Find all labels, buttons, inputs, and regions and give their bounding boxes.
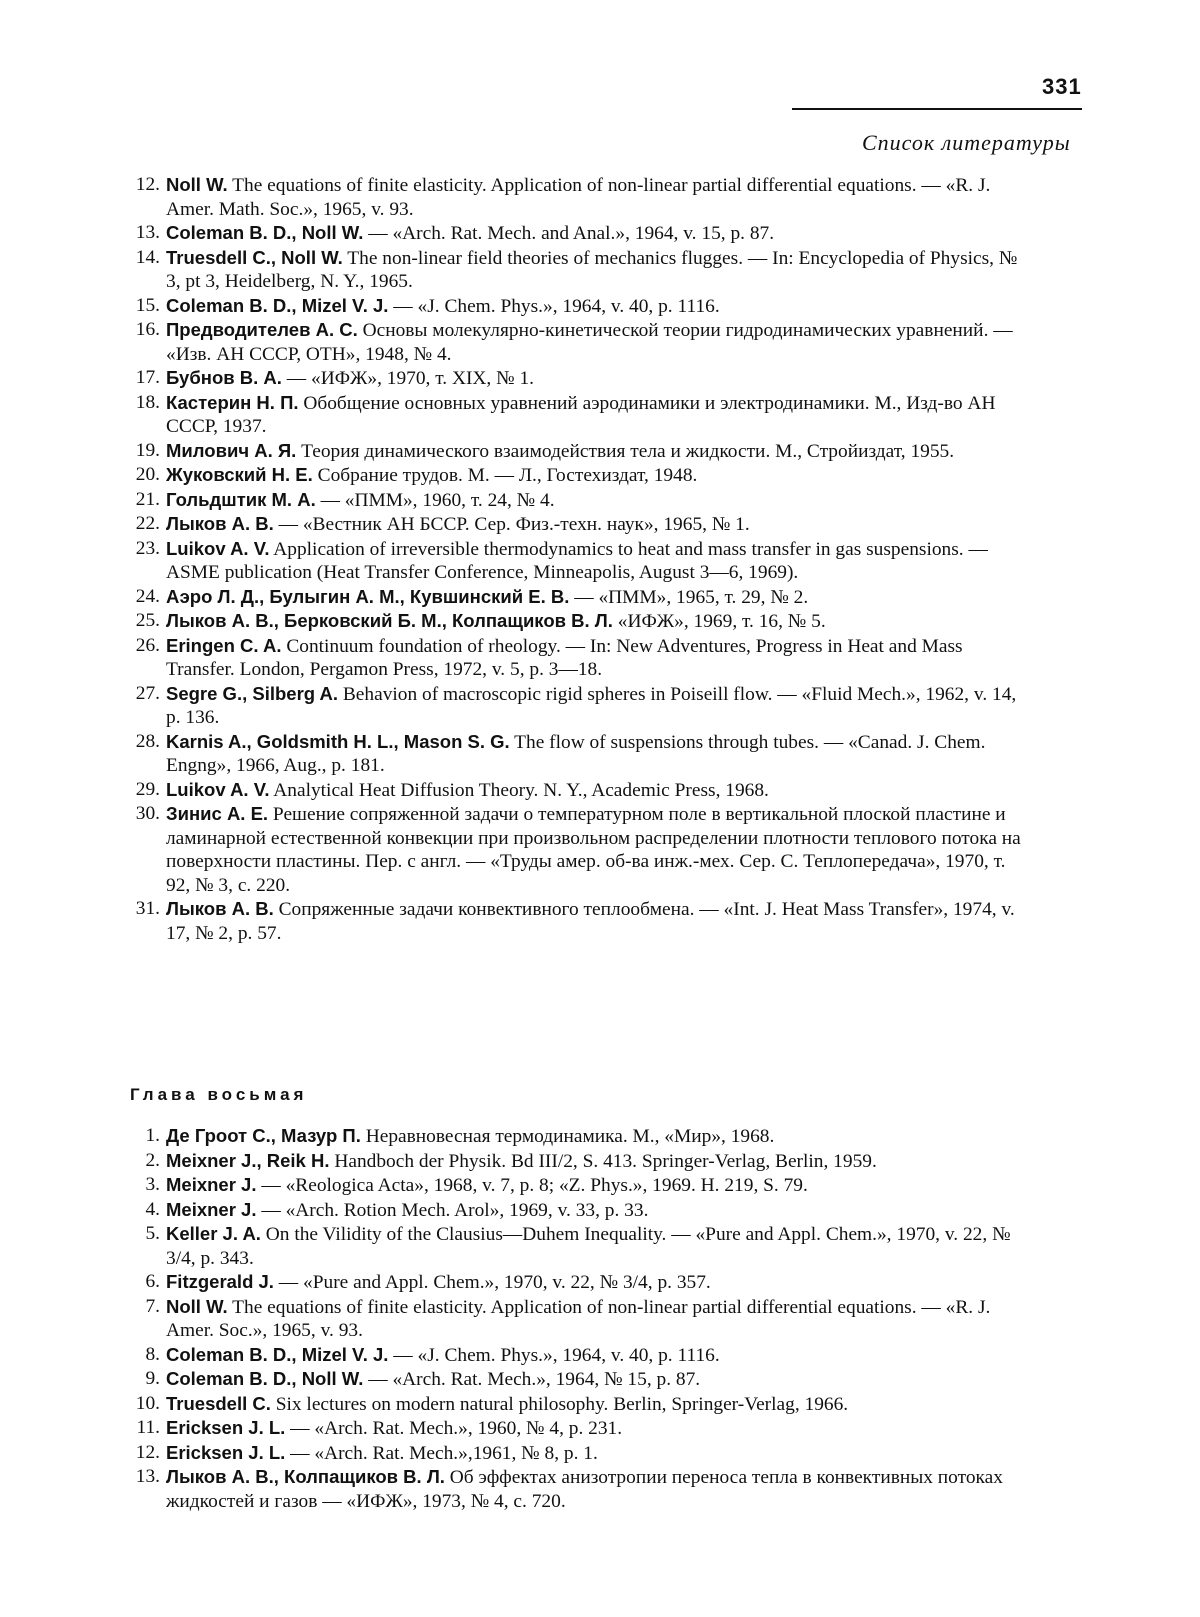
- reference-entry: [124, 463, 1027, 488]
- reference-entry: [124, 488, 1027, 513]
- reference-entry: [124, 634, 1027, 682]
- reference-number: 3.: [145, 1174, 160, 1195]
- reference-authors: Karnis A., Goldsmith H. L., Mason S. G.: [166, 730, 510, 752]
- reference-entry: [124, 1465, 1027, 1513]
- reference-text: On the Vilidity of the Clausius—Duhem Inequality. — «Pure and Appl. Chem.», 1970, v. 22, № 3/4, p. 343.: [166, 1224, 1011, 1269]
- reference-text: The equations of finite elasticity. Application of non-linear partial differential equations. — «R. J. Amer. Soc.», 1965, v. 93.: [166, 1296, 991, 1341]
- reference-authors: Coleman B. D., Mizel V. J.: [166, 1343, 389, 1365]
- reference-number: 7.: [145, 1295, 160, 1317]
- reference-text: — «ИФЖ», 1970, т. XIX, № 1.: [281, 368, 535, 389]
- reference-text: Теория динамического взаимодействия тела и жидкости. М., Стройиздат, 1955.: [296, 440, 955, 462]
- reference-entry: [124, 366, 1027, 391]
- reference-authors: Meixner J.: [166, 1174, 257, 1195]
- reference-authors: Luikov A. V.: [166, 778, 270, 800]
- reference-number: 25.: [135, 610, 160, 631]
- reference-text: Сопряженные задачи конвективного теплообмена. — «Int. J. Heat Mass Transfer», 1974, v. 17, № 2, p. 57.: [166, 899, 1015, 944]
- reference-entry: [124, 246, 1027, 294]
- reference-number: 1.: [145, 1125, 160, 1146]
- reference-text: — «Reologica Acta», 1968, v. 7, p. 8; «Z. Phys.», 1969. H. 219, S. 79.: [256, 1175, 808, 1196]
- reference-number: 6.: [145, 1271, 160, 1292]
- reference-authors: Лыков А. В.: [166, 513, 274, 534]
- reference-text: — «Arch. Rat. Mech.»,1961, № 8, p. 1.: [285, 1442, 598, 1464]
- reference-authors: Eringen C. A.: [166, 634, 282, 656]
- reference-text: — «Pure and Appl. Chem.», 1970, v. 22, № 3/4, p. 357.: [273, 1272, 711, 1293]
- reference-entry: [124, 1367, 1027, 1392]
- reference-entry: [124, 1149, 1027, 1174]
- reference-entry: [124, 1441, 1027, 1466]
- reference-number: 19.: [135, 439, 160, 461]
- reference-authors: Coleman B. D., Noll W.: [166, 222, 364, 243]
- reference-entry: [124, 1343, 1027, 1368]
- reference-number: 12.: [135, 174, 160, 195]
- reference-number: 31.: [135, 898, 160, 919]
- reference-number: 23.: [135, 537, 160, 559]
- reference-entry: [124, 439, 1027, 464]
- reference-number: 12.: [135, 1441, 160, 1463]
- reference-text: Six lectures on modern natural philosophy. Berlin, Springer-Verlag, 1966.: [270, 1393, 849, 1415]
- reference-number: 16.: [135, 319, 160, 340]
- reference-text: — «J. Chem. Phys.», 1964, v. 40, p. 1116.: [388, 295, 720, 317]
- reference-text: Continuum foundation of rheology. — In: New Adventures, Progress in Heat and Mass Transfer. London, Pergamon Press, 1972, v. 5, p. 3—18.: [166, 635, 963, 680]
- reference-number: 10.: [135, 1392, 160, 1414]
- reference-text: The equations of finite elasticity. Application of non-linear partial differential equations. — «R. J. Amer. Math. Soc.», 1965, v. 93.: [166, 175, 991, 220]
- reference-text: Неравновесная термодинамика. М., «Мир», 1968.: [360, 1126, 775, 1147]
- reference-number: 13.: [135, 1466, 160, 1487]
- reference-number: 26.: [135, 634, 160, 656]
- reference-entry: [124, 1392, 1027, 1417]
- reference-text: Handboch der Physik. Bd III/2, S. 413. Springer-Verlag, Berlin, 1959.: [329, 1150, 877, 1172]
- reference-authors: Luikov A. V.: [166, 537, 270, 559]
- reference-entry: [124, 1124, 1027, 1149]
- reference-text: — «Arch. Rotion Mech. Arol», 1969, v. 33, p. 33.: [256, 1199, 649, 1221]
- reference-entry: [124, 1222, 1027, 1270]
- reference-authors: Милович А. Я.: [166, 439, 297, 461]
- reference-authors: Гольдштик М. А.: [166, 488, 316, 510]
- chapter-seven-reference-list: [124, 173, 1027, 945]
- reference-entry: [124, 682, 1027, 730]
- reference-number: 2.: [145, 1149, 160, 1171]
- reference-entry: [124, 1270, 1027, 1295]
- reference-text: — «Arch. Rat. Mech. and Anal.», 1964, v. 15, p. 87.: [363, 223, 775, 244]
- reference-entry: [124, 1295, 1027, 1343]
- reference-text: Behavion of macroscopic rigid spheres in Poiseill flow. — «Fluid Mech.», 1962, v. 14, p. 136.: [166, 683, 1017, 728]
- reference-authors: Noll W.: [166, 1295, 228, 1317]
- reference-entry: [124, 173, 1027, 221]
- reference-text: — «J. Chem. Phys.», 1964, v. 40, p. 1116.: [388, 1344, 720, 1366]
- reference-number: 13.: [135, 222, 160, 243]
- reference-entry: [124, 1416, 1027, 1441]
- reference-number: 4.: [145, 1198, 160, 1220]
- reference-entry: [124, 778, 1027, 803]
- reference-text: The flow of suspensions through tubes. — «Canad. J. Chem. Engng», 1966, Aug., p. 181.: [166, 731, 986, 776]
- reference-authors: Meixner J.: [166, 1198, 257, 1220]
- reference-authors: Coleman B. D., Mizel V. J.: [166, 294, 389, 316]
- reference-authors: Truesdell C., Noll W.: [166, 246, 343, 268]
- reference-text: Analytical Heat Diffusion Theory. N. Y., Academic Press, 1968.: [269, 779, 769, 801]
- reference-authors: Segre G., Silberg A.: [166, 682, 339, 704]
- reference-text: — «Вестник АН БССР. Сер. Физ.-техн. наук», 1965, № 1.: [273, 514, 750, 535]
- header-rule: [792, 108, 1082, 110]
- reference-authors: Лыков А. В., Берковский Б. М., Колпащиков В. Л.: [166, 610, 613, 631]
- reference-number: 15.: [135, 294, 160, 316]
- chapter-eight-reference-list: [124, 1124, 1027, 1513]
- reference-number: 17.: [135, 367, 160, 388]
- reference-authors: Бубнов В. А.: [166, 367, 282, 388]
- reference-authors: Truesdell C.: [166, 1392, 271, 1414]
- reference-entry: [124, 294, 1027, 319]
- reference-entry: [124, 1173, 1027, 1198]
- reference-authors: Зинис А. Е.: [166, 803, 269, 824]
- reference-entry: [124, 802, 1027, 897]
- reference-number: 14.: [135, 246, 160, 268]
- reference-text: «ИФЖ», 1969, т. 16, № 5.: [612, 611, 826, 632]
- reference-number: 8.: [145, 1343, 160, 1365]
- reference-authors: Keller J. A.: [166, 1223, 261, 1244]
- reference-entry: [124, 609, 1027, 634]
- reference-text: Об эффектах анизотропии переноса тепла в конвективных потоках жидкостей и газов — «ИФЖ», 1973, № 4, с. 720.: [166, 1467, 1003, 1512]
- reference-number: 30.: [135, 803, 160, 824]
- reference-entry: [124, 221, 1027, 246]
- reference-entry: [124, 585, 1027, 610]
- reference-authors: Аэро Л. Д., Булыгин А. М., Кувшинский Е. В.: [166, 585, 570, 607]
- reference-authors: Ericksen J. L.: [166, 1441, 286, 1463]
- reference-text: — «Arch. Rat. Mech.», 1960, № 4, p. 231.: [285, 1418, 623, 1439]
- reference-authors: Де Гроот С., Мазур П.: [166, 1125, 361, 1146]
- reference-authors: Предводителев А. С.: [166, 319, 358, 340]
- reference-text: — «ПММ», 1965, т. 29, № 2.: [569, 586, 809, 608]
- reference-entry: [124, 318, 1027, 366]
- reference-number: 9.: [145, 1368, 160, 1389]
- reference-text: Обобщение основных уравнений аэродинамики и электродинамики. М., Изд-во АН СССР, 1937.: [166, 392, 996, 437]
- reference-text: Application of irreversible thermodynamics to heat and mass transfer in gas suspensions. — ASME publication (Heat Transfer Conference, Minneapolis, August 3—6, 1969).: [166, 538, 988, 583]
- reference-text: — «Arch. Rat. Mech.», 1964, № 15, p. 87.: [363, 1369, 701, 1390]
- reference-entry: [124, 391, 1027, 439]
- reference-number: 29.: [135, 778, 160, 800]
- reference-entry: [124, 1198, 1027, 1223]
- reference-number: 24.: [135, 585, 160, 607]
- reference-text: The non-linear field theories of mechanics flugges. — In: Encyclopedia of Physics, № 3, pt 3, Heidelberg, N. Y., 1965.: [166, 247, 1018, 292]
- reference-number: 22.: [135, 513, 160, 534]
- reference-authors: Meixner J., Reik H.: [166, 1149, 330, 1171]
- reference-authors: Noll W.: [166, 174, 228, 195]
- chapter-eight-heading: Глава восьмая: [130, 1085, 308, 1104]
- reference-number: 20.: [135, 464, 160, 485]
- reference-entry: [124, 512, 1027, 537]
- reference-number: 18.: [135, 391, 160, 413]
- reference-number: 27.: [135, 682, 160, 704]
- reference-entry: [124, 537, 1027, 585]
- reference-authors: Ericksen J. L.: [166, 1417, 286, 1438]
- reference-authors: Жуковский Н. Е.: [166, 464, 313, 485]
- reference-number: 28.: [135, 730, 160, 752]
- page-number: 331: [1042, 74, 1082, 99]
- reference-entry: [124, 730, 1027, 778]
- reference-entry: [124, 897, 1027, 945]
- reference-number: 21.: [135, 488, 160, 510]
- reference-authors: Кастерин Н. П.: [166, 391, 299, 413]
- reference-number: 5.: [145, 1223, 160, 1244]
- reference-number: 11.: [136, 1417, 160, 1438]
- reference-authors: Fitzgerald J.: [166, 1271, 274, 1292]
- reference-authors: Лыков А. В.: [166, 898, 274, 919]
- reference-text: Собрание трудов. М. — Л., Гостехиздат, 1948.: [312, 465, 698, 486]
- reference-text: Решение сопряженной задачи о температурном поле в вертикальной плоской пластине и ламинарной естественной конвекции при произвольном распределении плотности теплового потока на поверхности пластины. Пер. с англ. — «Труды амер. об-ва инж.-мех. Сер. С. Теплопередача», 1970, т. 92, № 3, с. 220.: [166, 804, 1021, 896]
- reference-authors: Coleman B. D., Noll W.: [166, 1368, 364, 1389]
- running-header: Список литературы: [862, 130, 1071, 155]
- reference-text: Основы молекулярно-кинетической теории гидродинамических уравнений. — «Изв. АН СССР, ОТН», 1948, № 4.: [166, 320, 1013, 365]
- reference-text: — «ПММ», 1960, т. 24, № 4.: [315, 489, 555, 511]
- reference-authors: Лыков А. В., Колпащиков В. Л.: [166, 1466, 445, 1487]
